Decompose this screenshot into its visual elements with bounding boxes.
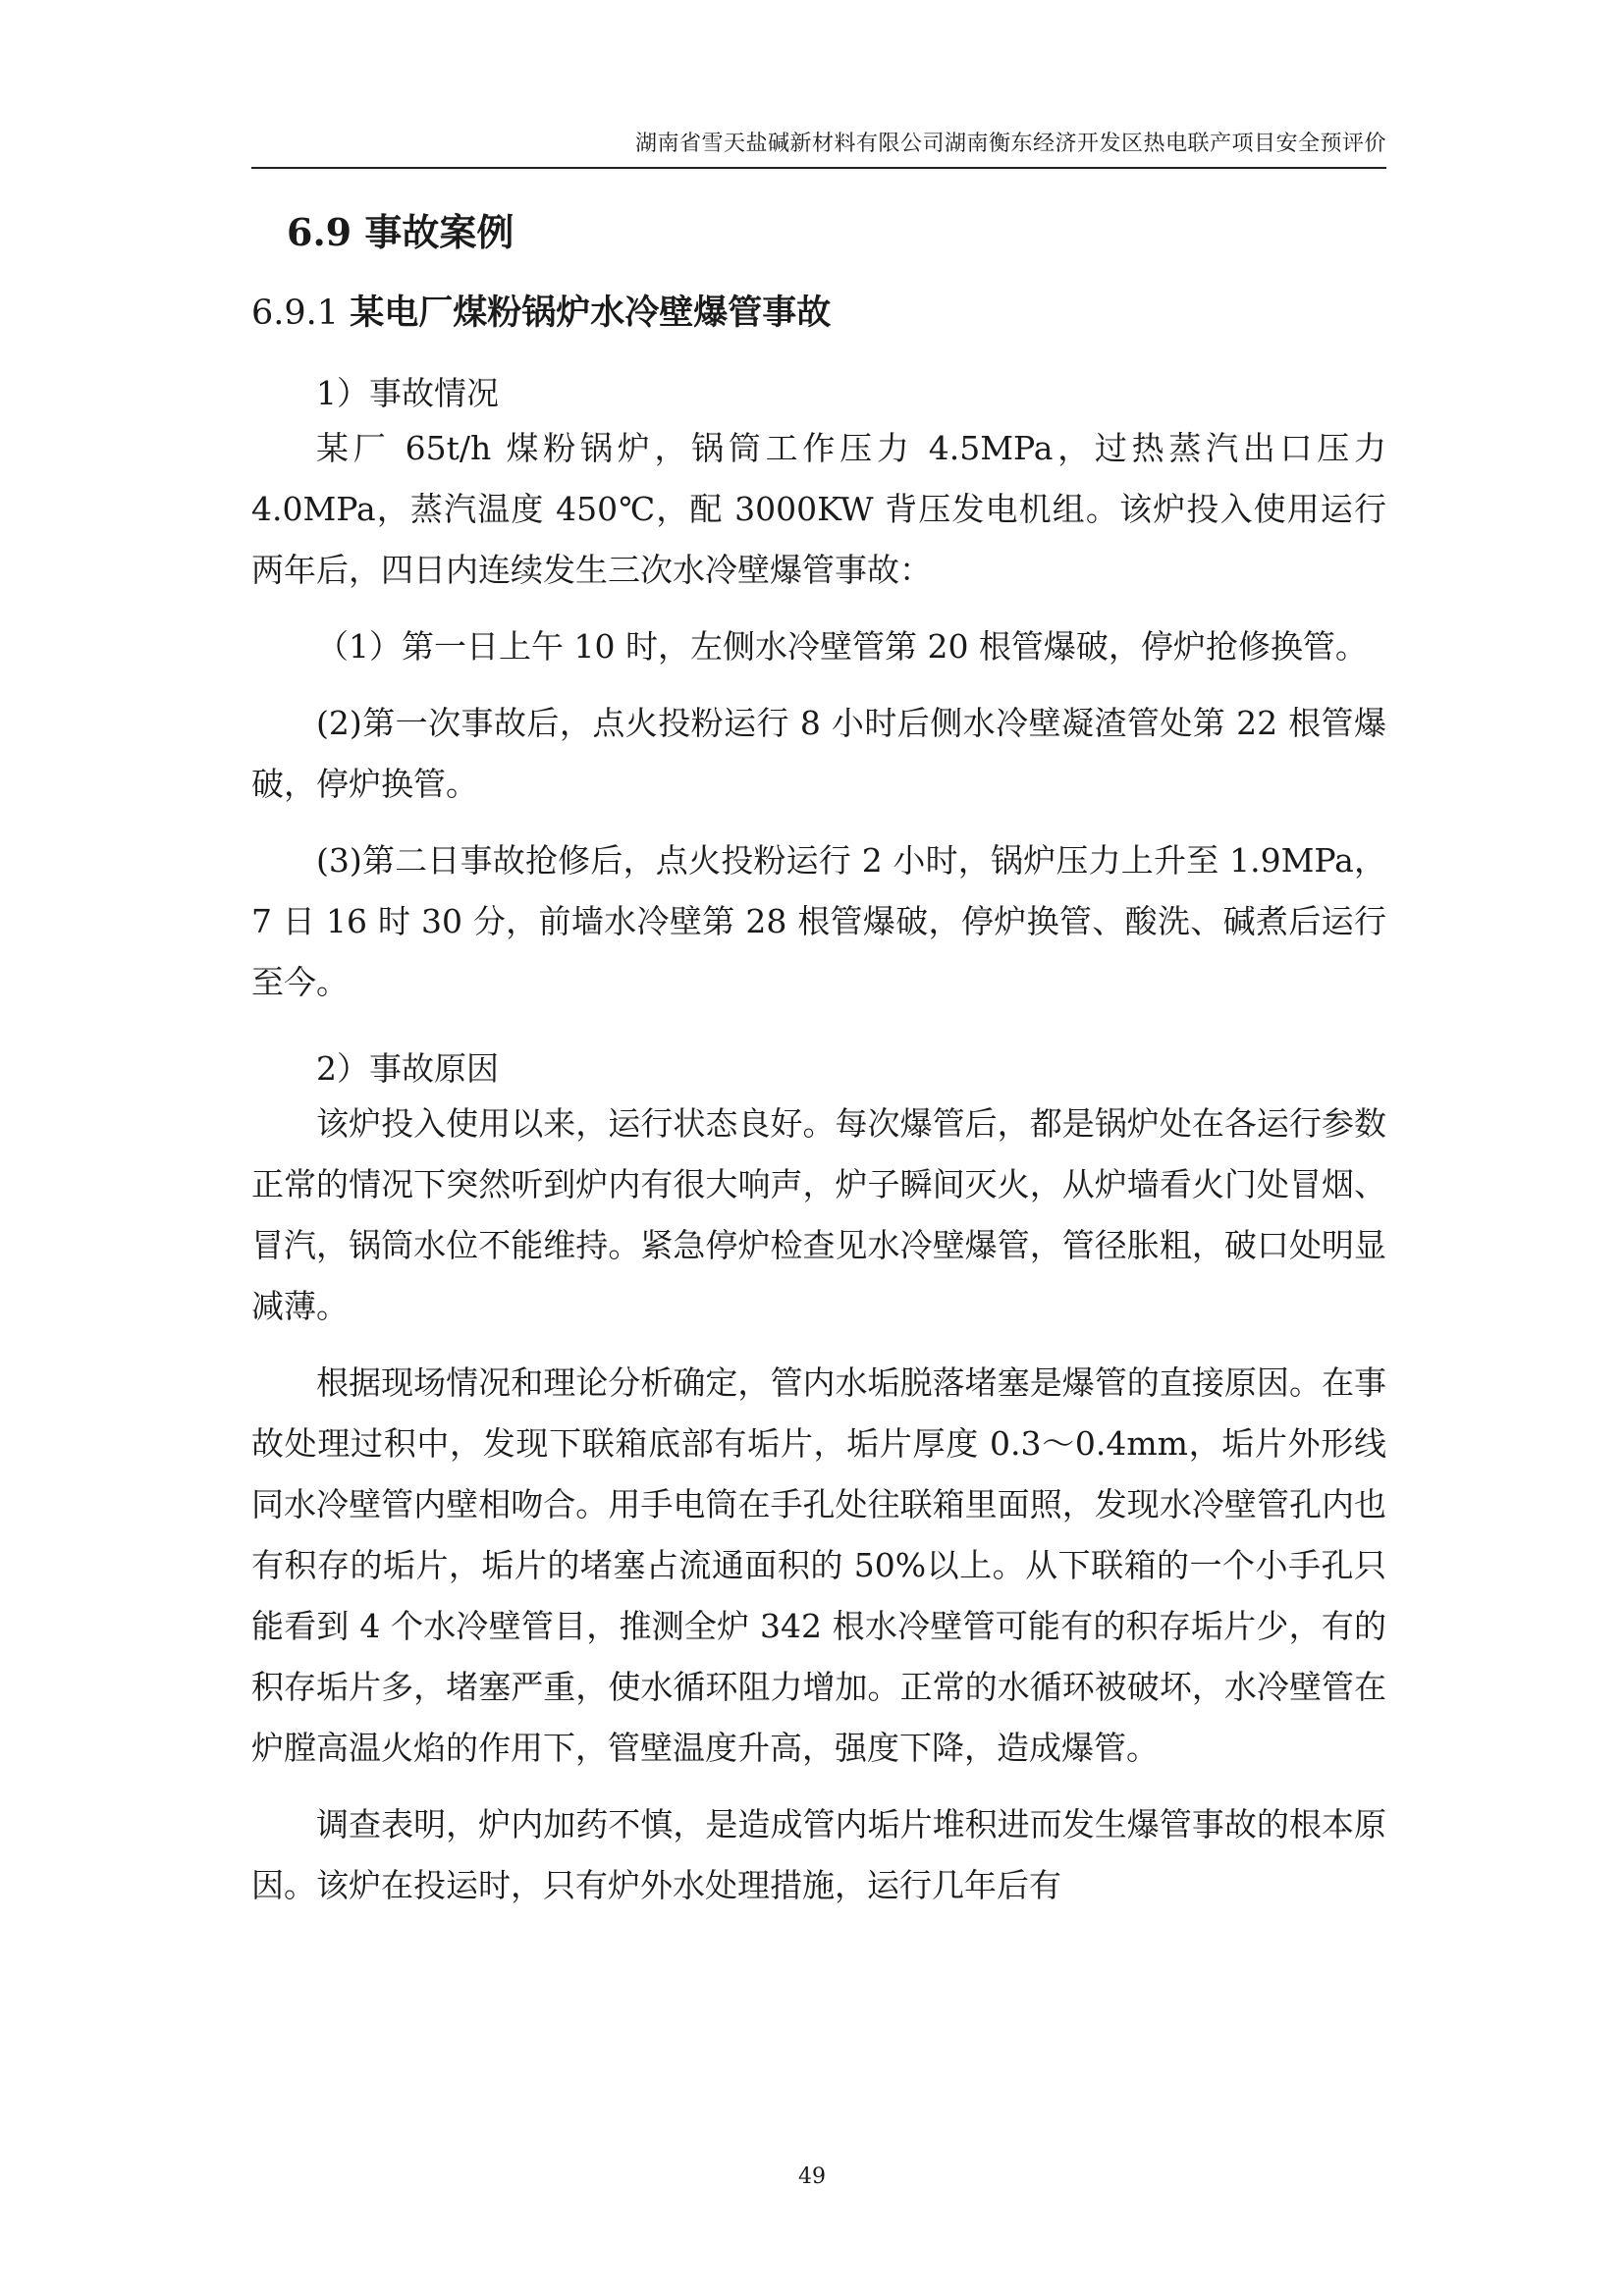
header-rule xyxy=(251,167,1386,169)
section-heading: 6.9 事故案例 xyxy=(287,210,514,254)
page-content xyxy=(251,196,1386,1916)
situation-paragraph: 某厂 65t/h 煤粉锅炉，锅筒工作压力 4.5MPa，过热蒸汽出口压力 4.0MPa，蒸汽温度 450℃，配 3000KW 背压发电机组。该炉投入使用运行两年后，四日内连续发生三次水冷壁爆管事故： xyxy=(251,429,1386,589)
subsection-number: 6.9.1 xyxy=(251,294,340,333)
running-header: 湖南省雪天盐碱新材料有限公司湖南衡东经济开发区热电联产项目安全预评价 xyxy=(634,132,1386,156)
situation-item-3: (3)第二日事故抢修后，点火投粉运行 2 小时，锅炉压力上升至 1.9MPa，7 日 16 时 30 分，前墙水冷壁第 28 根管爆破，停炉换管、酸洗、碱煮后运行至今。 xyxy=(251,841,1386,1001)
cause-paragraph-2: 根据现场情况和理论分析确定，管内水垢脱落堵塞是爆管的直接原因。在事故处理过积中，发现下联箱底部有垢片，垢片厚度 0.3～0.4mm，垢片外形线同水冷壁管内壁相吻合。用手电筒在手孔处往联箱里面照，发现水冷壁管孔内也有积存的垢片，垢片的堵塞占流通面积的 50%以上。从下联箱的一个小手孔只能看到 4 个水冷壁管目，推测全炉 342 根水冷壁管可能有的积存垢片少，有的积存垢片多，堵塞严重，使水循环阻力增加。正常的水循环被破坏，水冷壁管在炉膛高温火焰的作用下，管壁温度升高，强度下降，造成爆管。 xyxy=(251,1363,1386,1767)
situation-label: 1）事故情况 xyxy=(316,374,499,412)
page-number: 49 xyxy=(798,2164,826,2189)
cause-label: 2）事故原因 xyxy=(316,1049,499,1088)
subsection-title: 某电厂煤粉锅炉水冷壁爆管事故 xyxy=(350,293,832,333)
cause-paragraph-1: 该炉投入使用以来，运行状态良好。每次爆管后，都是锅炉处在各运行参数正常的情况下突然听到炉内有很大响声，炉子瞬间灭火，从炉墙看火门处冒烟、冒汽，锅筒水位不能维持。紧急停炉检查见水冷壁爆管，管径胀粗，破口处明显减薄。 xyxy=(251,1104,1386,1325)
situation-item-2: (2)第一次事故后，点火投粉运行 8 小时后侧水冷壁凝渣管处第 22 根管爆破，停炉换管。 xyxy=(251,704,1386,803)
situation-item-1: （1）第一日上午 10 时，左侧水冷壁管第 20 根管爆破，停炉抢修换管。 xyxy=(316,627,1368,666)
subsection-heading xyxy=(251,289,1386,338)
cause-paragraph-3: 调查表明，炉内加药不慎，是造成管内垢片堆积进而发生爆管事故的根本原因。该炉在投运时，只有炉外水处理措施，运行几年后有 xyxy=(251,1805,1386,1904)
